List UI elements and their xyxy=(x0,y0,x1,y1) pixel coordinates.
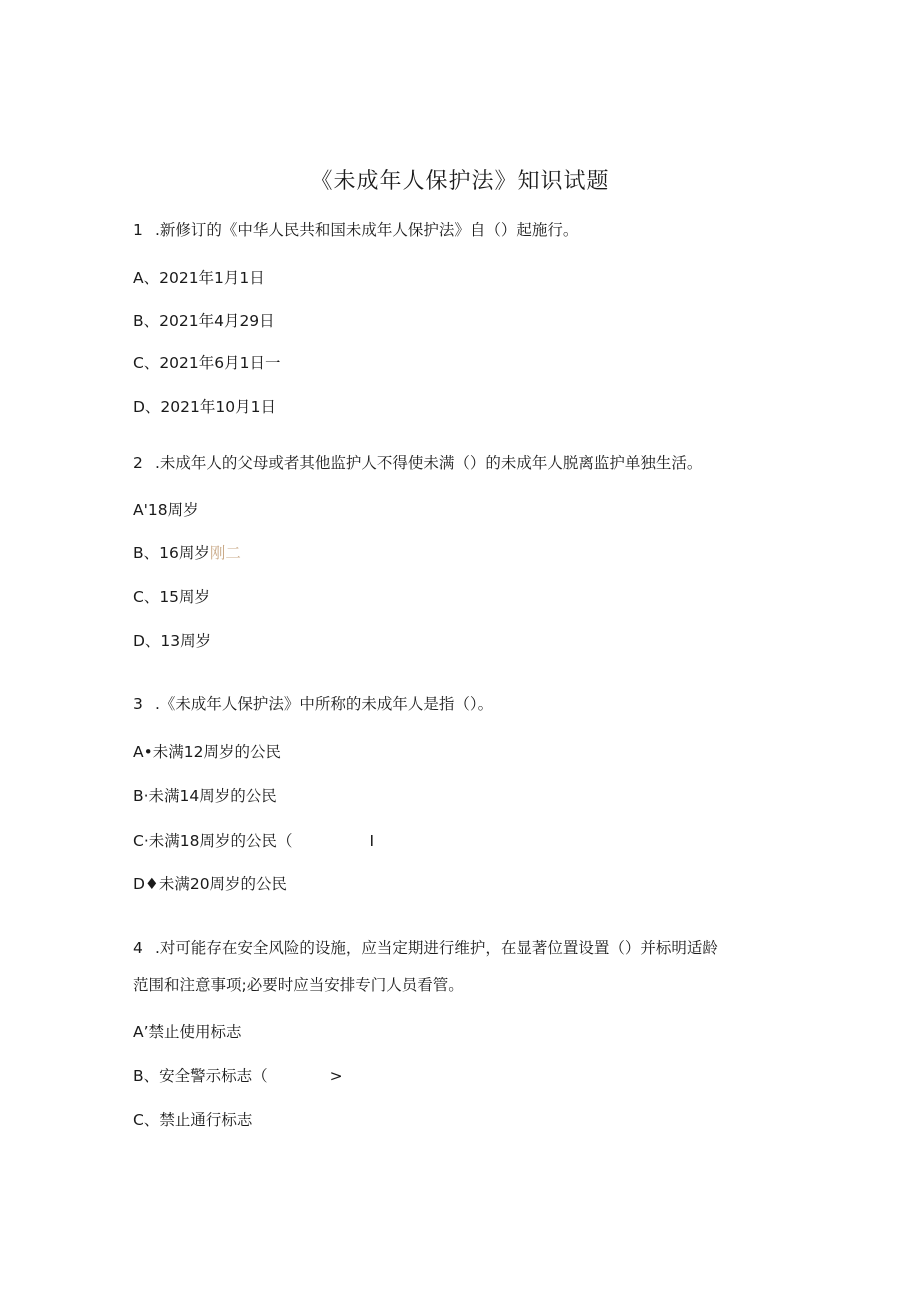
option-3c xyxy=(133,831,374,851)
question-2 xyxy=(133,453,702,473)
question-number: 1 xyxy=(133,221,143,239)
stray-mark: I xyxy=(369,832,375,850)
question-number: 2 xyxy=(133,454,143,472)
question-number: 4 xyxy=(133,939,143,957)
option-text: B、安全警示标志（ xyxy=(133,1067,268,1085)
option-1b: B、2021年4月29日 xyxy=(133,312,275,330)
stray-mark: > xyxy=(329,1067,343,1085)
option-text: B、16周岁 xyxy=(133,544,210,562)
question-3 xyxy=(133,694,493,714)
question-text: .新修订的《中华人民共和国未成年人保护法》自（）起施行。 xyxy=(155,221,579,239)
question-4 xyxy=(133,938,718,958)
option-2a: A'18周岁 xyxy=(133,501,199,519)
option-2b xyxy=(133,543,241,563)
option-3d: D♦未满20周岁的公民 xyxy=(133,875,288,893)
option-3b: B·未满14周岁的公民 xyxy=(133,787,277,805)
option-1c: C、2021年6月1日一 xyxy=(133,354,281,372)
page-title: 《未成年人保护法》知识试题 xyxy=(310,169,610,194)
option-text: C·未满18周岁的公民（ xyxy=(133,832,293,850)
question-text: .《未成年人保护法》中所称的未成年人是指（）。 xyxy=(155,695,494,713)
option-4a: A’禁止使用标志 xyxy=(133,1023,242,1041)
option-3a: A•未满12周岁的公民 xyxy=(133,743,281,761)
question-text: .对可能存在安全风险的设施，应当定期进行维护，在显著位置设置（）并标明适龄 xyxy=(155,939,718,957)
question-1 xyxy=(133,220,578,240)
question-4-continuation: 范围和注意事项;必要时应当安排专门人员看管。 xyxy=(133,976,464,994)
option-1d: D、2021年10月1日 xyxy=(133,398,276,416)
option-4c: C、禁止通行标志 xyxy=(133,1111,253,1129)
option-4b xyxy=(133,1066,343,1086)
stray-mark: 刚二 xyxy=(209,544,241,562)
option-2d: D、13周岁 xyxy=(133,632,212,650)
question-text: .未成年人的父母或者其他监护人不得使未满（）的未成年人脱离监护单独生活。 xyxy=(155,454,703,472)
question-number: 3 xyxy=(133,695,143,713)
option-2c: C、15周岁 xyxy=(133,588,211,606)
option-1a: A、2021年1月1日 xyxy=(133,269,265,287)
